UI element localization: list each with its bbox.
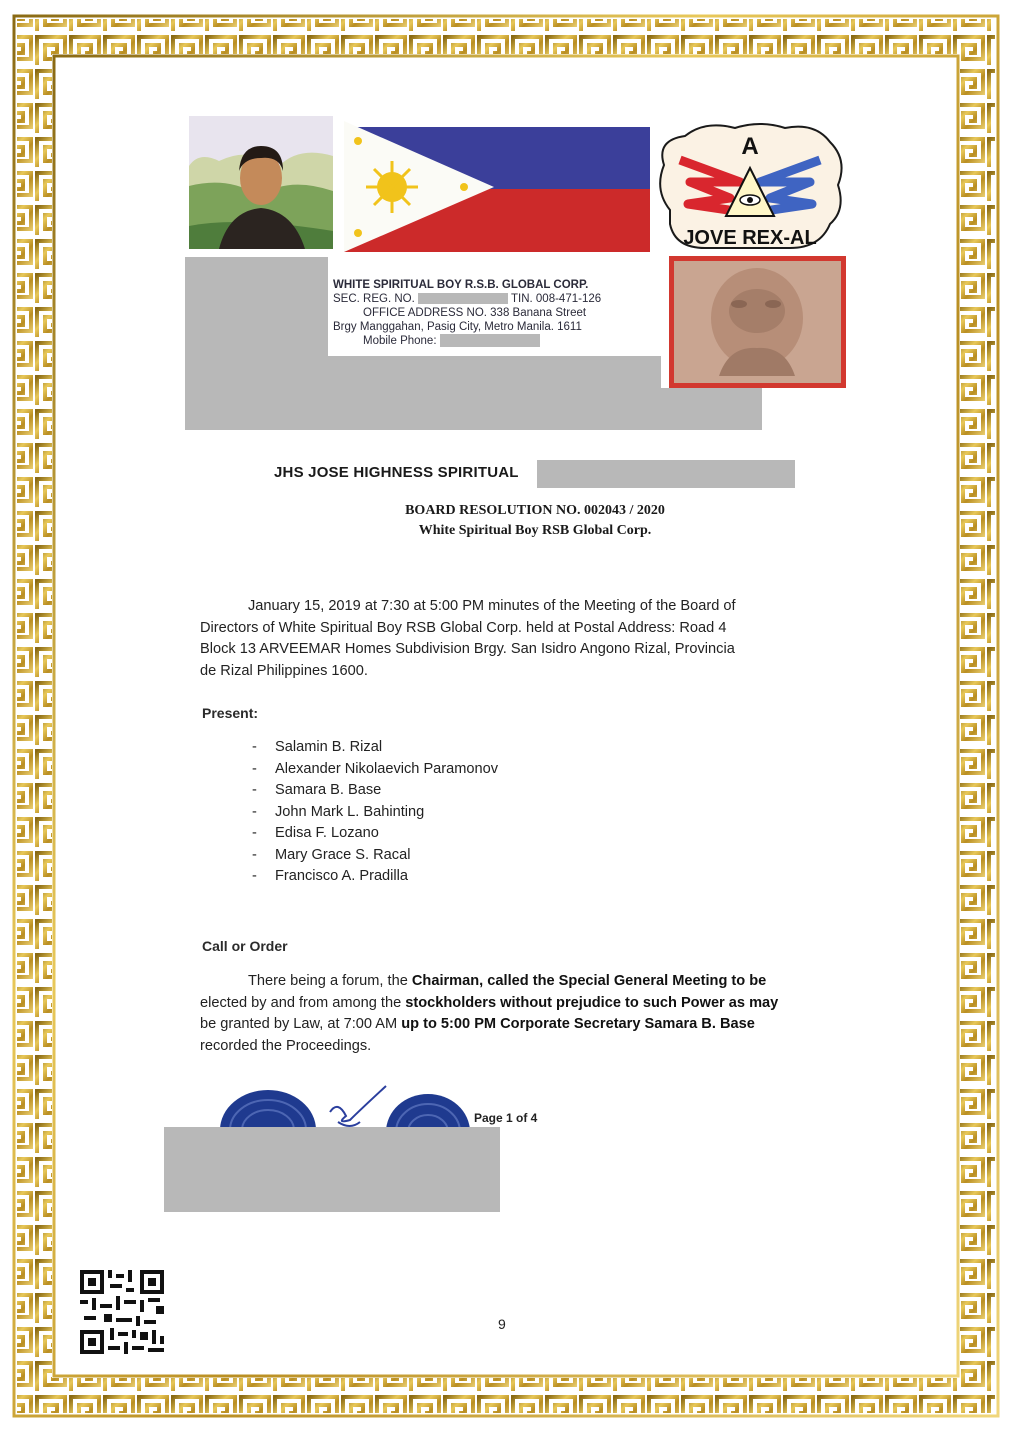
sepia-portrait-image [669,256,846,388]
sec-reg-label: SEC. REG. NO. [333,293,415,305]
intro-line: de Rizal Philippines 1600. [200,662,368,679]
plain-text: be granted by Law, at 7:00 AM [200,1016,402,1032]
redacted-sec-number [418,293,508,304]
logo-letter: A [741,133,759,160]
call-order-line [200,971,830,993]
attendee-name: Mary Grace S. Racal [275,846,411,863]
call-order-line [200,993,830,1015]
portrait-image [189,116,333,249]
attendee-name: Edisa F. Lozano [275,825,379,841]
resolution-company: White Spiritual Boy RSB Global Corp. [418,523,652,538]
qr-code [80,1270,164,1354]
call-order-line: recorded the Proceedings. [200,1037,372,1054]
attendee-name: Francisco A. Pradilla [275,868,409,884]
bold-text: up to 5:00 PM Corporate Secretary Samara B. Base [401,1016,755,1032]
call-order-paragraph [200,971,830,1057]
list-item: - Alexander Nikolaevich Paramonov [252,759,498,781]
attendee-name: Samara B. Base [275,782,382,798]
redacted-heading-block [537,460,795,488]
attendee-list [252,737,498,888]
bold-text: Chairman, called the Special General Meeting to be [411,973,767,989]
tin-number: TIN. 008-471-126 [511,293,602,305]
list-item: - Salamin B. Rizal [252,737,498,759]
list-item: - Edisa F. Lozano [252,823,498,845]
intro-line: Directors of White Spiritual Boy RSB Global Corp. held at Postal Address: Road 4 [200,619,727,636]
intro-paragraph [200,596,820,682]
company-name: WHITE SPIRITUAL BOY R.S.B. GLOBAL CORP. [333,279,589,291]
letterhead-company-info [328,260,661,356]
intro-line: January 15, 2019 at 7:30 at 5:00 PM minutes of the Meeting of the Board of [248,598,736,614]
list-item: - John Mark L. Bahinting [252,802,498,824]
attendee-name: Salamin B. Rizal [275,739,383,755]
call-order-heading: Call or Order [202,938,288,954]
redacted-block [185,257,328,430]
attendee-name: Alexander Nikolaevich Paramonov [275,760,499,777]
office-address: OFFICE ADDRESS NO. 338 Banana Street [363,307,587,319]
redacted-block [661,388,762,430]
mobile-line [328,334,661,348]
resolution-number: BOARD RESOLUTION NO. 002043 / 2020 [405,503,665,518]
city-line: Brgy Manggahan, Pasig City, Metro Manila. 1611 [333,321,582,333]
list-item: - Samara B. Base [252,780,498,802]
present-heading: Present: [202,705,259,721]
registration-line [328,292,661,306]
jove-rexal-logo [650,120,848,252]
list-item: - Mary Grace S. Racal [252,845,498,867]
plain-text: elected by and from among the [200,994,406,1011]
attendee-name: John Mark L. Bahinting [275,803,425,820]
mobile-label: Mobile Phone: [363,335,437,347]
plain-text: There being a forum, the [248,973,412,989]
thumbprints-and-signature [210,1072,480,1132]
intro-line: Block 13 ARVEEMAR Homes Subdivision Brgy. San Isidro Angono Rizal, Provincia [200,641,735,657]
redacted-block [328,356,661,430]
page-number: 9 [498,1316,506,1332]
call-order-line [200,1014,830,1036]
philippine-flag-image [344,121,650,252]
page-of-label: Page 1 of 4 [474,1111,538,1125]
document-heading: JHS JOSE HIGHNESS SPIRITUAL [274,464,519,481]
redacted-phone [440,334,540,347]
redacted-signature-block [164,1127,500,1212]
list-item: - Francisco A. Pradilla [252,866,498,888]
logo-caption: JOVE REX-AL [683,227,817,249]
bold-text: stockholders without prejudice to such Power as may [405,994,779,1011]
